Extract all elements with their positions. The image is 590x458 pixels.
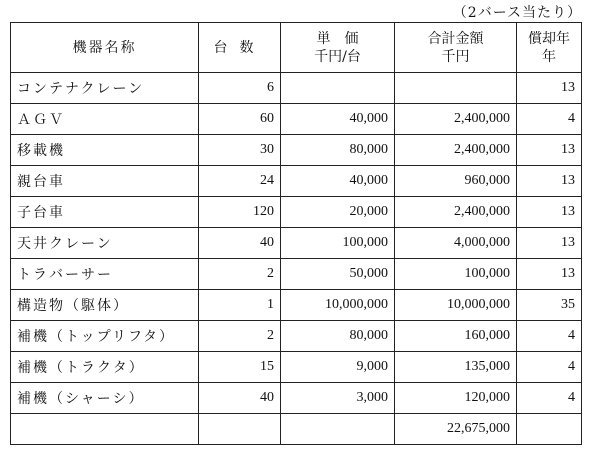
cell-quantity: 2 (199, 321, 281, 352)
cell-unit-price: 100,000 (281, 228, 395, 259)
cell-unit-price: 10,000,000 (281, 290, 395, 321)
cell-total-amount: 2,400,000 (395, 197, 517, 228)
cell-equipment-name: 補機（トップリフタ） (11, 321, 199, 352)
cell-quantity: 1 (199, 290, 281, 321)
cell-total-amount: 960,000 (395, 166, 517, 197)
cell-equipment-name: コンテナクレーン (11, 73, 199, 104)
cell-depreciation-years: 13 (517, 228, 582, 259)
cell-unit-price: 80,000 (281, 321, 395, 352)
cell-unit-price: 50,000 (281, 259, 395, 290)
table-row (11, 104, 582, 135)
header-unit-price-line2: 千円/台 (314, 48, 361, 65)
cell-equipment-name: 親台車 (11, 166, 199, 197)
cell-total-amount: 4,000,000 (395, 228, 517, 259)
cell-depreciation-years: 13 (517, 73, 582, 104)
table-row (11, 197, 582, 228)
table-row (11, 228, 582, 259)
table-row (11, 166, 582, 197)
table-row (11, 290, 582, 321)
header-total-amount-line2: 千円 (441, 48, 470, 65)
cell-quantity: 40 (199, 228, 281, 259)
grand-total-amount: 22,675,000 (395, 414, 517, 445)
equipment-cost-table (10, 22, 582, 445)
table-row (11, 383, 582, 414)
cell-quantity: 2 (199, 259, 281, 290)
header-depreciation-line2: 年 (542, 48, 556, 65)
cell-depreciation-years: 4 (517, 352, 582, 383)
cell-equipment-name: トラバーサー (11, 259, 199, 290)
cell-depreciation-years: 4 (517, 383, 582, 414)
cell-unit-price: 20,000 (281, 197, 395, 228)
header-total-amount (395, 23, 517, 73)
cell-depreciation-years: 13 (517, 197, 582, 228)
cell-quantity: 30 (199, 135, 281, 166)
total-row-empty-name (11, 414, 199, 445)
cell-total-amount: 135,000 (395, 352, 517, 383)
cell-total-amount: 2,400,000 (395, 104, 517, 135)
header-depreciation-years (517, 23, 582, 73)
cell-depreciation-years: 35 (517, 290, 582, 321)
header-equipment-name-text: 機器名称 (72, 39, 137, 56)
total-row (11, 414, 582, 445)
header-depreciation-line1: 償却年 (528, 30, 570, 47)
cell-total-amount: 2,400,000 (395, 135, 517, 166)
cell-depreciation-years: 13 (517, 135, 582, 166)
total-row-empty-price (281, 414, 395, 445)
cell-equipment-name: 構造物（駆体） (11, 290, 199, 321)
cell-quantity: 120 (199, 197, 281, 228)
cell-quantity: 60 (199, 104, 281, 135)
cell-quantity: 24 (199, 166, 281, 197)
cell-quantity: 6 (199, 73, 281, 104)
header-quantity-text: 台数 (213, 39, 266, 56)
cell-equipment-name: 天井クレーン (11, 228, 199, 259)
cell-quantity: 40 (199, 383, 281, 414)
cell-depreciation-years: 13 (517, 259, 582, 290)
cell-unit-price: 80,000 (281, 135, 395, 166)
cell-unit-price: 9,000 (281, 352, 395, 383)
cell-total-amount (395, 73, 517, 104)
cell-equipment-name: 子台車 (11, 197, 199, 228)
cell-total-amount: 10,000,000 (395, 290, 517, 321)
cell-unit-price: 40,000 (281, 166, 395, 197)
header-unit-price (281, 23, 395, 73)
cell-equipment-name: 移載機 (11, 135, 199, 166)
table-row (11, 321, 582, 352)
cell-depreciation-years: 4 (517, 321, 582, 352)
cell-equipment-name: 補機（シャーシ） (11, 383, 199, 414)
cell-depreciation-years: 13 (517, 166, 582, 197)
total-row-empty-life (517, 414, 582, 445)
cell-quantity: 15 (199, 352, 281, 383)
cell-unit-price: 40,000 (281, 104, 395, 135)
total-row-empty-qty (199, 414, 281, 445)
table-row (11, 259, 582, 290)
header-quantity (199, 23, 281, 73)
cell-total-amount: 160,000 (395, 321, 517, 352)
cell-total-amount: 100,000 (395, 259, 517, 290)
unit-note: （2バース当たり） (452, 5, 582, 21)
table-row (11, 73, 582, 104)
header-equipment-name (11, 23, 199, 73)
cell-equipment-name: 補機（トラクタ） (11, 352, 199, 383)
cell-unit-price (281, 73, 395, 104)
header-total-amount-line1: 合計金額 (427, 30, 484, 47)
table-row (11, 352, 582, 383)
cell-equipment-name: ＡＧＶ (11, 104, 199, 135)
cell-total-amount: 120,000 (395, 383, 517, 414)
header-row (11, 23, 582, 73)
cell-unit-price: 3,000 (281, 383, 395, 414)
cell-depreciation-years: 4 (517, 104, 582, 135)
header-unit-price-line1: 単 価 (316, 30, 359, 47)
table-row (11, 135, 582, 166)
